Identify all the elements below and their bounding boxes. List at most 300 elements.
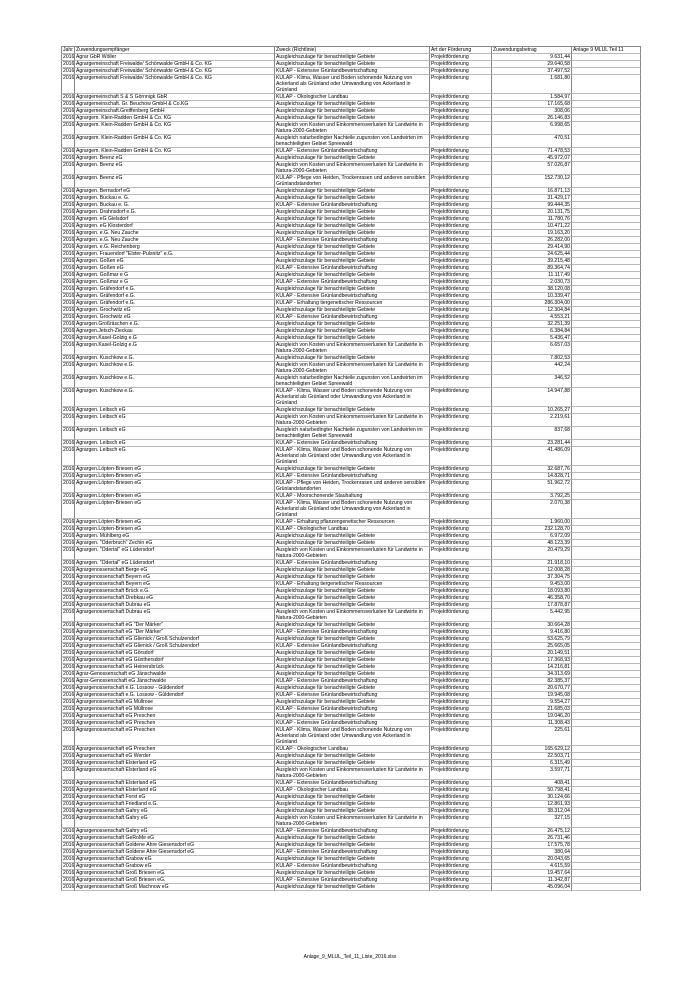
cell-empty bbox=[572, 692, 641, 699]
cell-type: Projektförderung bbox=[430, 258, 492, 265]
cell-purpose: Ausgleich von Kosten und Einkommensverlusten für Landwirte in Natura-2000-Gebieten bbox=[275, 362, 430, 375]
cell-year: 2016 bbox=[63, 706, 75, 712]
table-row bbox=[61, 362, 641, 375]
cell-type: Projektförderung bbox=[430, 155, 492, 162]
cell-year: 2016 bbox=[63, 595, 75, 601]
cell-recipient: Agrargenossenschaft GeRoMe eG bbox=[75, 835, 275, 842]
cell-empty bbox=[572, 362, 641, 375]
table-row bbox=[61, 713, 641, 720]
cell-recipient: Agrargenossenschaft Goldene Ähre Giesensdorf eG bbox=[75, 849, 275, 856]
table-row bbox=[61, 493, 641, 500]
cell-recipient: Agrargen.Löpten-Briesen eG bbox=[75, 473, 275, 480]
table-row bbox=[61, 355, 641, 362]
cell-amount: 11.117,49 bbox=[492, 272, 572, 279]
cell-type: Projektförderung bbox=[430, 216, 492, 223]
cell-amount: 4.553,21 bbox=[492, 314, 572, 321]
cell-purpose: KULAP - Pflege von Heiden, Trockenrasen und anderen sensiblen Grünlandstandorten bbox=[275, 175, 430, 188]
table-row bbox=[61, 251, 641, 258]
cell-type: Projektförderung bbox=[430, 746, 492, 753]
cell-amount: 470,51 bbox=[492, 135, 572, 148]
cell-year: 2016 bbox=[63, 842, 75, 848]
cell-purpose: Ausgleichszulage für benachteiligte Gebiete bbox=[275, 835, 430, 842]
cell-type: Projektförderung bbox=[430, 588, 492, 595]
cell-recipient: Agrargenossenschaft eG Görsdorf bbox=[75, 650, 275, 657]
cell-empty bbox=[572, 581, 641, 588]
cell-empty bbox=[572, 293, 641, 300]
cell-year: 2016 bbox=[63, 540, 75, 546]
cell-recipient: Agrargen. Kuschkow e.G. bbox=[75, 388, 275, 407]
cell-amount: 37.304,75 bbox=[492, 574, 572, 581]
table-row bbox=[61, 780, 641, 787]
cell-year: 2016 bbox=[61, 388, 75, 407]
table-row bbox=[61, 209, 641, 216]
cell-type: Projektförderung bbox=[430, 884, 492, 891]
cell-purpose: KULAP - Extensive Grünlandbewirtschaftung bbox=[275, 780, 430, 787]
cell-type: Projektförderung bbox=[430, 692, 492, 699]
cell-type: Projektförderung bbox=[430, 574, 492, 581]
cell-year: 2016 bbox=[63, 588, 75, 594]
header-year: Jahr bbox=[61, 47, 75, 54]
table-row bbox=[61, 148, 641, 155]
cell-recipient: Agrargen. Beenz eG bbox=[75, 162, 275, 175]
table-row bbox=[61, 835, 641, 842]
cell-purpose: KULAP - Extensive Grünlandbewirtschaftung bbox=[275, 148, 430, 155]
cell-empty bbox=[572, 440, 641, 447]
table-row bbox=[61, 706, 641, 713]
cell-amount: 1.960,00 bbox=[492, 519, 572, 526]
cell-amount: 26.282,00 bbox=[492, 237, 572, 244]
cell-year: 2016 bbox=[63, 258, 75, 264]
cell-empty bbox=[572, 251, 641, 258]
cell-amount: 19.163,20 bbox=[492, 230, 572, 237]
cell-type: Projektförderung bbox=[430, 68, 492, 75]
cell-year: 2016 bbox=[63, 293, 75, 299]
cell-purpose: KULAP - Pflege von Heiden, Trockenrasen und anderen sensiblen Grünlandstandorten bbox=[275, 480, 430, 493]
cell-purpose: Ausgleichszulage für benachteiligte Gebiete bbox=[275, 602, 430, 609]
cell-type: Projektförderung bbox=[430, 388, 492, 407]
cell-purpose: Ausgleichszulage für benachteiligte Gebiete bbox=[275, 808, 430, 815]
cell-empty bbox=[572, 108, 641, 115]
cell-recipient: Agrargen. Leibsch eG bbox=[75, 414, 275, 427]
table-row bbox=[61, 609, 641, 622]
cell-empty bbox=[572, 650, 641, 657]
cell-year: 2016 bbox=[63, 856, 75, 862]
cell-year: 2016 bbox=[63, 155, 75, 161]
cell-amount: 51.962,72 bbox=[492, 480, 572, 493]
cell-amount: 12.304,84 bbox=[492, 307, 572, 314]
cell-amount: 24.625,44 bbox=[492, 251, 572, 258]
cell-amount: 21.918,10 bbox=[492, 560, 572, 567]
cell-year: 2016 bbox=[63, 746, 75, 752]
cell-amount: 14.828,71 bbox=[492, 473, 572, 480]
table-row bbox=[61, 767, 641, 780]
cell-amount: 20.149,51 bbox=[492, 650, 572, 657]
cell-empty bbox=[572, 849, 641, 856]
cell-recipient: Agrargen. Goßen eG bbox=[75, 265, 275, 272]
cell-type: Projektförderung bbox=[430, 685, 492, 692]
cell-recipient: Agrargen. Leibsch eG bbox=[75, 447, 275, 466]
cell-recipient: Agrargen. "Oderbruch" Zechin eG bbox=[75, 540, 275, 547]
table-row bbox=[61, 884, 641, 891]
cell-purpose: Ausgleichszulage für benachteiligte Gebiete bbox=[275, 307, 430, 314]
cell-year: 2016 bbox=[63, 216, 75, 222]
cell-year: 2016 bbox=[61, 447, 75, 466]
cell-type: Projektförderung bbox=[430, 54, 492, 61]
cell-empty bbox=[572, 801, 641, 808]
cell-amount: 10.339,47 bbox=[492, 293, 572, 300]
table-row bbox=[61, 135, 641, 148]
cell-type: Projektförderung bbox=[430, 794, 492, 801]
cell-empty bbox=[572, 155, 641, 162]
cell-purpose: KULAP - Klima, Wasser und Boden schonende Nutzung von Ackerland als Grünland oder Umwandlung von Ackerland in Grünland bbox=[275, 447, 430, 466]
table-row bbox=[61, 388, 641, 407]
cell-amount: 50.798,41 bbox=[492, 787, 572, 794]
cell-recipient: Agrargenossenschaft Beyern eG bbox=[75, 581, 275, 588]
table-row bbox=[61, 75, 641, 94]
cell-empty bbox=[572, 602, 641, 609]
table-row bbox=[61, 342, 641, 355]
cell-amount: 2.070,38 bbox=[492, 500, 572, 519]
cell-empty bbox=[572, 870, 641, 877]
cell-recipient: Agrargenossenschaft eG Günthersdorf bbox=[75, 657, 275, 664]
cell-year: 2016 bbox=[63, 713, 75, 719]
cell-purpose: Ausgleichszulage für benachteiligte Gebiete bbox=[275, 209, 430, 216]
cell-purpose: Ausgleichszulage für benachteiligte Gebiete bbox=[275, 230, 430, 237]
cell-purpose: Ausgleichszulage für benachteiligte Gebiete bbox=[275, 567, 430, 574]
table-header bbox=[61, 46, 641, 54]
cell-amount: 9.453,00 bbox=[492, 581, 572, 588]
cell-purpose: Ausgleichszulage für benachteiligte Gebiete bbox=[275, 272, 430, 279]
cell-amount: 380,64 bbox=[492, 849, 572, 856]
cell-recipient: Agrargen. Kuschkow e.G. bbox=[75, 355, 275, 362]
cell-purpose: KULAP - Extensive Grünlandbewirtschaftung bbox=[275, 237, 430, 244]
cell-year: 2016 bbox=[63, 678, 75, 684]
table-row bbox=[61, 321, 641, 328]
cell-purpose: Ausgleichszulage für benachteiligte Gebiete bbox=[275, 884, 430, 891]
cell-recipient: Agrargenossenschaft eG Preschen bbox=[75, 746, 275, 753]
cell-amount: 7.802,53 bbox=[492, 355, 572, 362]
cell-type: Projektförderung bbox=[430, 678, 492, 685]
cell-empty bbox=[572, 629, 641, 636]
cell-empty bbox=[572, 321, 641, 328]
cell-amount: 14.947,88 bbox=[492, 388, 572, 407]
cell-year: 2016 bbox=[61, 342, 75, 355]
cell-amount: 16.871,13 bbox=[492, 188, 572, 195]
table-row bbox=[61, 244, 641, 251]
cell-amount: 9.631,44 bbox=[492, 54, 572, 61]
cell-empty bbox=[572, 699, 641, 706]
cell-recipient: Agrargenossenschaft Gahry eG bbox=[75, 808, 275, 815]
cell-amount: 3.597,71 bbox=[492, 767, 572, 780]
cell-amount: 2.030,73 bbox=[492, 279, 572, 286]
cell-year: 2016 bbox=[63, 209, 75, 215]
cell-type: Projektförderung bbox=[430, 473, 492, 480]
cell-recipient: Agrargem. Klein-Radden GmbH & Co. KG bbox=[75, 115, 275, 122]
cell-year: 2016 bbox=[61, 135, 75, 148]
cell-amount: 165.629,12 bbox=[492, 746, 572, 753]
table-row bbox=[61, 760, 641, 767]
cell-purpose: Ausgleichszulage für benachteiligte Gebiete bbox=[275, 870, 430, 877]
cell-empty bbox=[572, 388, 641, 407]
cell-empty bbox=[572, 780, 641, 787]
cell-purpose: KULAP - Erhaltung tiergenetischer Ressourcen bbox=[275, 300, 430, 307]
cell-recipient: Agrargen. Grochwitz eG bbox=[75, 314, 275, 321]
cell-amount: 10.265,27 bbox=[492, 407, 572, 414]
cell-amount: 39.215,48 bbox=[492, 258, 572, 265]
cell-year: 2016 bbox=[63, 68, 75, 74]
table-row bbox=[61, 414, 641, 427]
cell-recipient: Agrargem. Klein-Radden GmbH & Co. KG bbox=[75, 135, 275, 148]
cell-recipient: Agrargen. Leibsch eG bbox=[75, 440, 275, 447]
cell-year: 2016 bbox=[63, 699, 75, 705]
cell-year: 2016 bbox=[63, 54, 75, 60]
table-row bbox=[61, 692, 641, 699]
cell-empty bbox=[572, 727, 641, 746]
cell-type: Projektförderung bbox=[430, 801, 492, 808]
cell-purpose: Ausgleich naturbedingter Nachteile zugunsten von Landwirten im benachteiligten Gebiet Spreewald bbox=[275, 375, 430, 388]
cell-year: 2016 bbox=[63, 533, 75, 539]
cell-purpose: Ausgleichszulage für benachteiligte Gebiete bbox=[275, 466, 430, 473]
cell-purpose: Ausgleichszulage für benachteiligte Gebiete bbox=[275, 195, 430, 202]
table-row bbox=[61, 195, 641, 202]
cell-amount: 9.416,80 bbox=[492, 629, 572, 636]
cell-year: 2016 bbox=[61, 815, 75, 828]
table-row bbox=[61, 68, 641, 75]
cell-empty bbox=[572, 856, 641, 863]
cell-amount: 31.429,17 bbox=[492, 195, 572, 202]
cell-amount: 5.436,47 bbox=[492, 335, 572, 342]
cell-purpose: KULAP - Extensive Grünlandbewirtschaftung bbox=[275, 706, 430, 713]
cell-purpose: Ausgleich von Kosten und Einkommensverlusten für Landwirte in Natura-2000-Gebieten bbox=[275, 609, 430, 622]
cell-purpose: KULAP - Ökologischer Landbau bbox=[275, 526, 430, 533]
cell-purpose: Ausgleichszulage für benachteiligte Gebiete bbox=[275, 664, 430, 671]
table-row bbox=[61, 61, 641, 68]
cell-amount: 34.313,69 bbox=[492, 671, 572, 678]
cell-amount: 48.123,39 bbox=[492, 540, 572, 547]
cell-year: 2016 bbox=[63, 195, 75, 201]
cell-recipient: Agrargenossenschaft eG Glienick / Groß Schulzendorf bbox=[75, 643, 275, 650]
cell-purpose: KULAP - Extensive Grünlandbewirtschaftung bbox=[275, 629, 430, 636]
cell-amount: 19.046,20 bbox=[492, 713, 572, 720]
cell-recipient: Agrargenossenschaft Groß Briesen eG. bbox=[75, 870, 275, 877]
cell-recipient: Agrargen. Gräfendorf e.G. bbox=[75, 286, 275, 293]
cell-amount: 82.385,37 bbox=[492, 678, 572, 685]
cell-empty bbox=[572, 286, 641, 293]
cell-purpose: Ausgleichszulage für benachteiligte Gebiete bbox=[275, 699, 430, 706]
cell-empty bbox=[572, 828, 641, 835]
table-row bbox=[61, 794, 641, 801]
cell-type: Projektförderung bbox=[430, 175, 492, 188]
cell-recipient: Agrargen. Kuschkow e.G. bbox=[75, 362, 275, 375]
cell-amount: 21.685,03 bbox=[492, 706, 572, 713]
funding-table bbox=[61, 46, 641, 891]
cell-year: 2016 bbox=[63, 230, 75, 236]
cell-type: Projektförderung bbox=[430, 362, 492, 375]
cell-empty bbox=[572, 300, 641, 307]
cell-empty bbox=[572, 706, 641, 713]
cell-type: Projektförderung bbox=[430, 500, 492, 519]
cell-recipient: Agrargenossenschaft eG Werder bbox=[75, 753, 275, 760]
cell-purpose: Ausgleichszulage für benachteiligte Gebiete bbox=[275, 108, 430, 115]
cell-type: Projektförderung bbox=[430, 251, 492, 258]
cell-empty bbox=[572, 335, 641, 342]
cell-year: 2016 bbox=[63, 300, 75, 306]
cell-type: Projektförderung bbox=[430, 286, 492, 293]
cell-type: Projektförderung bbox=[430, 265, 492, 272]
cell-amount: 14.216,81 bbox=[492, 664, 572, 671]
cell-type: Projektförderung bbox=[430, 162, 492, 175]
cell-year: 2016 bbox=[63, 440, 75, 446]
cell-recipient: Agrargen.Löpten-Briesen eG bbox=[75, 493, 275, 500]
cell-purpose: Ausgleich von Kosten und Einkommensverlusten für Landwirte in Natura-2000-Gebieten bbox=[275, 122, 430, 135]
cell-recipient: Agrargen. e.G. Neu Zauche bbox=[75, 230, 275, 237]
cell-recipient: Agrargen. Mühlberg eG bbox=[75, 533, 275, 540]
cell-amount: 18.093,80 bbox=[492, 588, 572, 595]
cell-year: 2016 bbox=[63, 115, 75, 121]
cell-purpose: Ausgleichszulage für benachteiligte Gebiete bbox=[275, 61, 430, 68]
cell-type: Projektförderung bbox=[430, 671, 492, 678]
cell-type: Projektförderung bbox=[430, 101, 492, 108]
cell-year: 2016 bbox=[61, 175, 75, 188]
cell-type: Projektförderung bbox=[430, 753, 492, 760]
cell-year: 2016 bbox=[63, 692, 75, 698]
cell-amount: 308,06 bbox=[492, 108, 572, 115]
cell-amount: 71.478,53 bbox=[492, 148, 572, 155]
table-row bbox=[61, 258, 641, 265]
table-row bbox=[61, 300, 641, 307]
cell-empty bbox=[572, 407, 641, 414]
table-row bbox=[61, 108, 641, 115]
cell-year: 2016 bbox=[63, 835, 75, 841]
cell-amount: 38.312,04 bbox=[492, 808, 572, 815]
table-row bbox=[61, 335, 641, 342]
cell-amount: 45.096,04 bbox=[492, 884, 572, 891]
cell-year: 2016 bbox=[63, 466, 75, 472]
cell-empty bbox=[572, 342, 641, 355]
cell-recipient: Agrargen.Löpten-Briesen eG bbox=[75, 526, 275, 533]
cell-empty bbox=[572, 473, 641, 480]
cell-recipient: Agrargen. e.G. Neu Zauche bbox=[75, 237, 275, 244]
cell-year: 2016 bbox=[63, 148, 75, 154]
cell-type: Projektförderung bbox=[430, 699, 492, 706]
cell-empty bbox=[572, 588, 641, 595]
cell-purpose: Ausgleichszulage für benachteiligte Gebiete bbox=[275, 794, 430, 801]
cell-type: Projektförderung bbox=[430, 581, 492, 588]
table-row bbox=[61, 629, 641, 636]
cell-year: 2016 bbox=[61, 75, 75, 94]
cell-empty bbox=[572, 877, 641, 884]
cell-type: Projektförderung bbox=[430, 414, 492, 427]
cell-recipient: Agrargenossenschaft e.G. Lossow - Güldendorf bbox=[75, 685, 275, 692]
cell-year: 2016 bbox=[63, 108, 75, 114]
table-row bbox=[61, 101, 641, 108]
table-row bbox=[61, 602, 641, 609]
table-row bbox=[61, 801, 641, 808]
cell-recipient: Agrargen.Löpten-Briesen eG bbox=[75, 500, 275, 519]
table-row bbox=[61, 808, 641, 815]
cell-empty bbox=[572, 493, 641, 500]
cell-type: Projektförderung bbox=[430, 108, 492, 115]
cell-purpose: KULAP - Extensive Grünlandbewirtschaftung bbox=[275, 68, 430, 75]
cell-purpose: Ausgleich naturbedingter Nachteile zugunsten von Landwirten im benachteiligten Gebiet Spreewald bbox=[275, 135, 430, 148]
cell-empty bbox=[572, 685, 641, 692]
cell-type: Projektförderung bbox=[430, 375, 492, 388]
cell-amount: 20.131,75 bbox=[492, 209, 572, 216]
table-row bbox=[61, 746, 641, 753]
cell-year: 2016 bbox=[63, 870, 75, 876]
cell-purpose: KULAP - Erhaltung tiergenetischer Ressourcen bbox=[275, 581, 430, 588]
cell-year: 2016 bbox=[63, 188, 75, 194]
cell-recipient: Agrargenossenschaft Friedland e.G. bbox=[75, 801, 275, 808]
cell-recipient: Agrargenossenschaft Grabow eG bbox=[75, 856, 275, 863]
cell-year: 2016 bbox=[61, 427, 75, 440]
cell-recipient: Agrargenossenschaft Drebkau eG bbox=[75, 595, 275, 602]
cell-recipient: Agrargemeinschaft Freiwalde/ Schönwalde GmbH & Co. KG bbox=[75, 75, 275, 94]
cell-purpose: KULAP - Extensive Grünlandbewirtschaftung bbox=[275, 877, 430, 884]
cell-empty bbox=[572, 500, 641, 519]
table-row bbox=[61, 533, 641, 540]
cell-recipient: Agrargen. Gräfendorf e.G. bbox=[75, 300, 275, 307]
cell-type: Projektförderung bbox=[430, 314, 492, 321]
table-row bbox=[61, 175, 641, 188]
cell-purpose: Ausgleichszulage für benachteiligte Gebiete bbox=[275, 335, 430, 342]
cell-purpose: Ausgleichszulage für benachteiligte Gebiete bbox=[275, 685, 430, 692]
cell-recipient: Agrargenossenschaft Dubrau eG bbox=[75, 602, 275, 609]
cell-year: 2016 bbox=[61, 122, 75, 135]
cell-empty bbox=[572, 760, 641, 767]
cell-amount: 327,15 bbox=[492, 815, 572, 828]
cell-amount: 3.792,25 bbox=[492, 493, 572, 500]
cell-year: 2016 bbox=[63, 244, 75, 250]
cell-recipient: Agrargenossenschaft Gahry eG bbox=[75, 815, 275, 828]
cell-purpose: Ausgleich von Kosten und Einkommensverlusten für Landwirte in Natura-2000-Gebieten bbox=[275, 815, 430, 828]
cell-year: 2016 bbox=[63, 355, 75, 361]
table-row bbox=[61, 279, 641, 286]
cell-empty bbox=[572, 188, 641, 195]
header-annex: Anlage 9 MLUL Teil 11 bbox=[572, 47, 641, 54]
cell-empty bbox=[572, 61, 641, 68]
cell-type: Projektförderung bbox=[430, 780, 492, 787]
cell-type: Projektförderung bbox=[430, 293, 492, 300]
cell-amount: 32.251,39 bbox=[492, 321, 572, 328]
cell-type: Projektförderung bbox=[430, 760, 492, 767]
cell-purpose: Ausgleich naturbedingter Nachteile zugunsten von Landwirten im benachteiligten Gebiet Spreewald bbox=[275, 427, 430, 440]
cell-amount: 4.615,59 bbox=[492, 863, 572, 870]
table-row bbox=[61, 427, 641, 440]
cell-recipient: Agrargen. Goßmar e G bbox=[75, 279, 275, 286]
cell-recipient: Agrargen. Beenz eG bbox=[75, 155, 275, 162]
cell-empty bbox=[572, 68, 641, 75]
cell-year: 2016 bbox=[63, 877, 75, 883]
cell-recipient: Agrargenossenschaft eG Müllrose bbox=[75, 699, 275, 706]
cell-empty bbox=[572, 202, 641, 209]
cell-purpose: Ausgleich von Kosten und Einkommensverlusten für Landwirte in Natura-2000-Gebieten bbox=[275, 162, 430, 175]
cell-purpose: Ausgleichszulage für benachteiligte Gebiete bbox=[275, 328, 430, 335]
cell-empty bbox=[572, 447, 641, 466]
cell-type: Projektförderung bbox=[430, 237, 492, 244]
cell-purpose: Ausgleichszulage für benachteiligte Gebiete bbox=[275, 155, 430, 162]
table-row bbox=[61, 307, 641, 314]
cell-empty bbox=[572, 272, 641, 279]
cell-purpose: Ausgleichszulage für benachteiligte Gebiete bbox=[275, 355, 430, 362]
cell-empty bbox=[572, 808, 641, 815]
cell-type: Projektförderung bbox=[430, 636, 492, 643]
cell-purpose: KULAP - Extensive Grünlandbewirtschaftung bbox=[275, 678, 430, 685]
cell-year: 2016 bbox=[63, 567, 75, 573]
cell-amount: 25.665,05 bbox=[492, 643, 572, 650]
cell-purpose: Ausgleichszulage für benachteiligte Gebiete bbox=[275, 286, 430, 293]
cell-amount: 17.165,68 bbox=[492, 101, 572, 108]
